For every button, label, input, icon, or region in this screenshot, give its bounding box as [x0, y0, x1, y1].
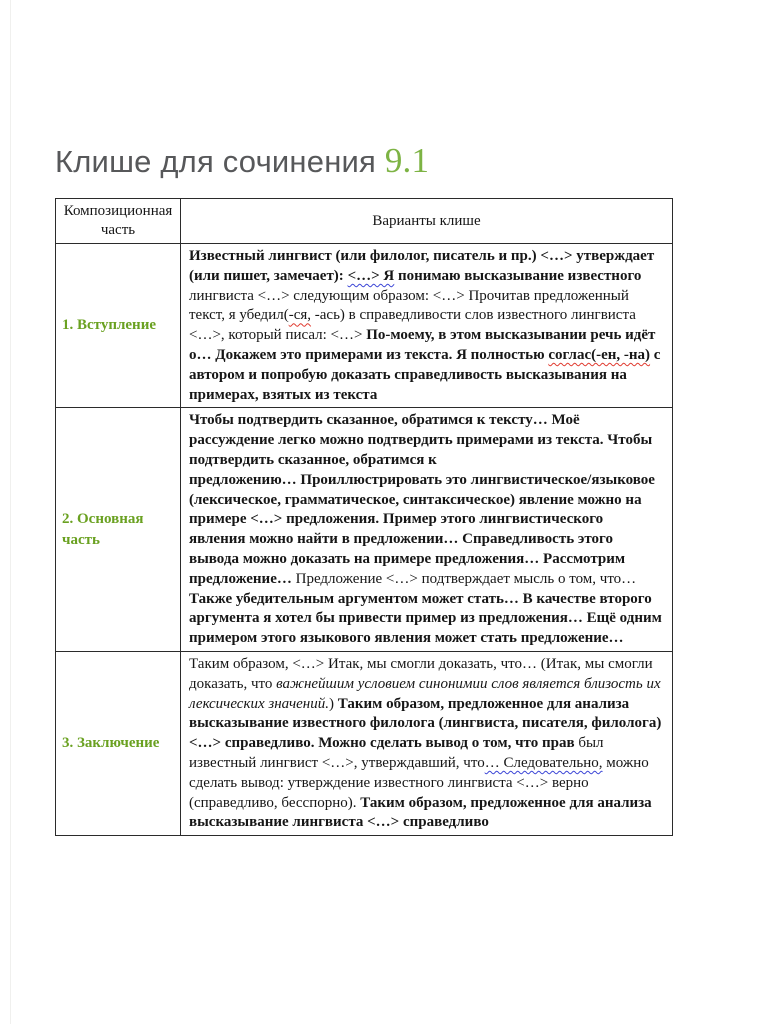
page-title-text: Клише для сочинения [55, 144, 385, 179]
table-row-conclusion [56, 651, 673, 835]
cliche-text-introduction: Известный лингвист (или филолог, писатель и пр.) <…> утверждает (или пишет, замечает): <…> Я понимаю высказывание известного лингвиста <…> следующим образом: <…> Прочитав предложенный текст, я убедил(-ся, -ась) в справедливости слов известного лингвиста <…>, который писал: <…> По-моему, в этом высказывании речь идёт о… Докажем это примерами из текста. Я полностью соглас(-ен, -на) с автором и попробую доказать справедливость высказывания на примерах, взятых из текста [181, 244, 673, 408]
table-row-introduction [56, 244, 673, 408]
cliche-text-main-part: Чтобы подтвердить сказанное, обратимся к тексту… Моё рассуждение легко можно подтвердить примерами из текста. Чтобы подтвердить сказанное, обратимся к предложению… Проиллюстрировать это лингвистическое/языковое (лексическое, грамматическое, синтаксическое) явление можно на примере <…> предложения. Пример этого лингвистического явления можно найти в предложении… Справедливость этого вывода можно доказать на примере предложения… Рассмотрим предложение… Предложение <…> подтверждает мысль о том, что… Также убедительным аргументом может стать… В качестве второго аргумента я хотел бы привести пример из предложения… Ещё одним примером этого языкового явления может стать предложение… [181, 408, 673, 652]
page-edge-line [10, 0, 11, 1024]
table-header-variants: Варианты клише [181, 199, 673, 244]
title-number: 9.1 [384, 141, 430, 180]
table-header-composition: Композиционная часть [56, 199, 181, 244]
section-label-main-part: 2. Основная часть [56, 408, 181, 652]
table-row-main-part [56, 408, 673, 652]
page-title [55, 141, 429, 181]
table-header-row [56, 199, 673, 244]
section-label-introduction: 1. Вступление [56, 244, 181, 408]
section-label-conclusion: 3. Заключение [56, 651, 181, 835]
cliche-text-conclusion: Таким образом, <…> Итак, мы смогли доказать, что… (Итак, мы смогли доказать, что важнейшим условием синонимии слов является близость их лексических значений.) Таким образом, предложенное для анализа высказывание известного филолога (лингвиста, писателя, филолога) <…> справедливо. Можно сделать вывод о том, что прав был известный лингвист <…>, утверждавший, что… Следовательно, можно сделать вывод: утверждение известного лингвиста <…> верно (справедливо, бесспорно). Таким образом, предложенное для анализа высказывание лингвиста <…> справедливо [181, 651, 673, 835]
cliche-table [55, 198, 673, 836]
